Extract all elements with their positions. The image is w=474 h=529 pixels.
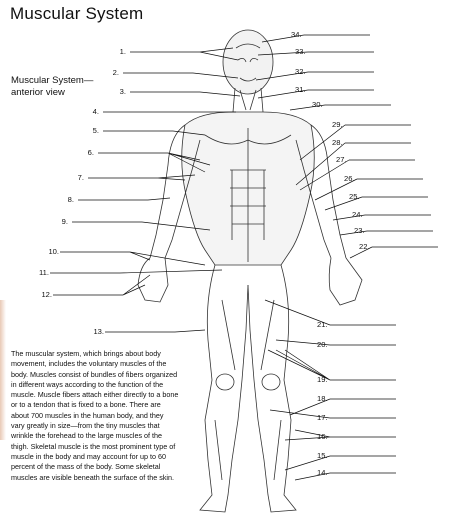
label-16: 16.: [317, 432, 328, 441]
label-15: 15.: [317, 451, 328, 460]
diagram-subtitle: Muscular System—anterior view: [11, 75, 94, 98]
label-31: 31.: [295, 85, 306, 94]
label-5: 5.: [92, 126, 99, 135]
label-4: 4.: [92, 107, 99, 116]
label-23: 23.: [354, 226, 365, 235]
label-10: 10.: [48, 247, 59, 256]
label-17: 17.: [317, 413, 328, 422]
label-6: 6.: [87, 148, 94, 157]
label-21: 21.: [317, 320, 328, 329]
label-30: 30.: [312, 100, 323, 109]
label-14: 14.: [317, 468, 328, 477]
label-18: 18.: [317, 394, 328, 403]
label-9: 9.: [61, 217, 68, 226]
label-27: 27.: [336, 155, 347, 164]
label-33: 33.: [295, 47, 306, 56]
label-8: 8.: [67, 195, 74, 204]
label-28: 28.: [332, 138, 343, 147]
label-32: 32.: [295, 67, 306, 76]
label-3: 3.: [119, 87, 126, 96]
label-25: 25.: [349, 192, 360, 201]
body-figure: [138, 30, 362, 512]
label-13: 13.: [93, 327, 104, 336]
label-24: 24.: [352, 210, 363, 219]
label-19: 19.: [317, 375, 328, 384]
label-7: 7.: [77, 173, 84, 182]
label-1: 1.: [119, 47, 126, 56]
page-title: Muscular System: [10, 4, 144, 23]
label-26: 26.: [344, 174, 355, 183]
label-11: 11.: [39, 268, 49, 277]
description-paragraph: The muscular system, which brings about body movement, includes the voluntary muscles of the body. Muscles consist of bundles of fibers organized in different ways according to the function of the muscle. Muscle fibers attach either directly to a bone or to a tendon that is fixed to a bone. There are about 700 muscles in the human body, and they vary greatly in size—from the tiny muscles that wrinkle the forehead to the large muscles of the thigh. Skeletal muscle is the most prominent type of muscle in the body and may account for up to 60 percent of the mass of the body. Some skeletal muscles are visible beneath the surface of the skin.: [11, 349, 179, 482]
label-29: 29.: [332, 120, 343, 129]
label-22: 22.: [359, 242, 370, 251]
label-34: 34.: [291, 30, 302, 39]
label-20: 20.: [317, 340, 328, 349]
label-12: 12.: [41, 290, 52, 299]
label-2: 2.: [112, 68, 119, 77]
